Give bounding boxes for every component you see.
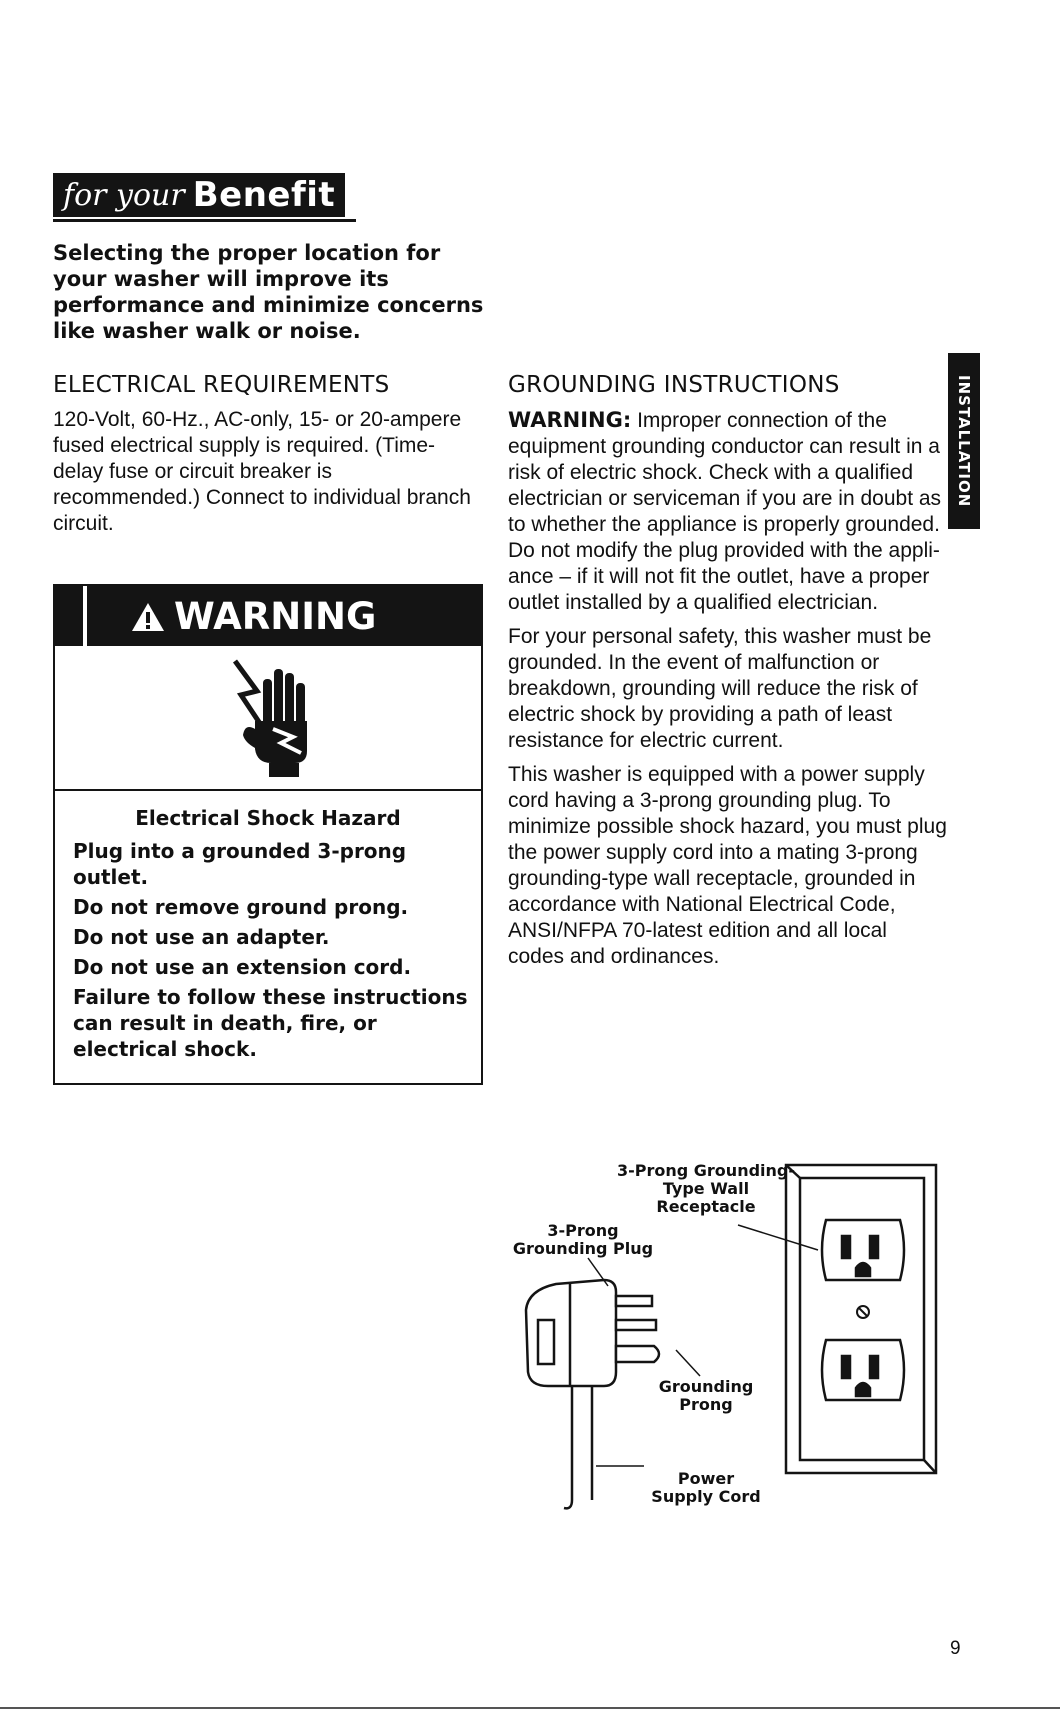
warning-item: Plug into a grounded 3-prong outlet. [73,839,407,889]
cord-label: Power Supply Cord [651,1469,761,1506]
prong-label: Grounding Prong [658,1377,754,1414]
grounding-paragraph-1-text: Improper connection of the equipment grounding conductor can result in a risk of electric shock. Check with a qualified electrician or serviceman if you are in doubt as to whether the appliance is properly grounded. Do not modify the plug provided with the appli-ance – if it will not fit the outlet, have a proper outlet installed by a qualified electrician. [508,409,942,614]
intro-paragraph: Selecting the proper location for your washer will improve its performance and minimize concerns like washer walk or noise. [53,241,484,343]
grounding-plug [526,1280,659,1508]
section-side-tab [948,353,980,529]
warning-item: Failure to follow these instructions can result in death, fire, or electrical shock. [73,985,468,1061]
warning-box [53,584,483,1085]
grounding-paragraph-3: This washer is equipped with a power supply cord having a 3-prong grounding plug. To minimize possible shock hazard, you must plug the power supply cord into a mating 3-prong grounding-type wall receptacle, grounded in accordance with National Electrical Code, ANSI/NFPA 70-latest edition and all local codes and ordinances. [508,763,947,968]
grounding-heading: GROUNDING INSTRUCTIONS [508,372,840,398]
electrical-heading: ELECTRICAL REQUIREMENTS [53,372,390,398]
electrical-body: 120-Volt, 60-Hz., AC-only, 15- or 20-ampere fused electrical supply is required. (Time-delay fuse or circuit breaker is recommended.) Connect to individual branch circuit. [53,408,471,535]
hazard-title: Electrical Shock Hazard [135,806,401,830]
warning-divider [55,789,481,791]
lower-outlet [822,1340,904,1400]
grounding-paragraph-1 [508,407,948,616]
plug-receptacle-diagram [508,1150,948,1520]
page-number: 9 [950,1638,961,1659]
upper-outlet [822,1220,904,1280]
plug-label: 3-Prong Grounding Plug [512,1221,654,1258]
grounding-body [508,407,948,978]
warning-header [55,586,481,646]
warning-item: Do not use an extension cord. [73,955,412,979]
grounding-warning-label: WARNING: [508,408,632,432]
electric-shock-hand-icon [215,651,325,781]
receptacle-label: 3-Prong Grounding-Type Wall Receptacle [616,1161,795,1216]
warning-item: Do not use an adapter. [73,925,330,949]
wall-receptacle-plate [786,1165,936,1473]
banner-underline [53,219,356,222]
banner-title: Benefit [192,175,336,215]
warning-item: Do not remove ground prong. [73,895,409,919]
side-tab-label: INSTALLATION [955,374,973,508]
warning-title [130,595,376,638]
warning-title-text: WARNING [174,595,377,638]
banner-script-text: for your [63,177,185,213]
bottom-rule [0,1707,1060,1709]
section-banner [53,173,345,217]
grounding-paragraph-2: For your personal safety, this washer must be grounded. In the event of malfunction or breakdown, grounding will reduce the risk of electric shock by providing a path of least resistance for electric current. [508,625,932,752]
warning-header-gap [83,586,87,646]
warning-triangle-icon [130,601,166,633]
warning-list [73,838,473,1066]
